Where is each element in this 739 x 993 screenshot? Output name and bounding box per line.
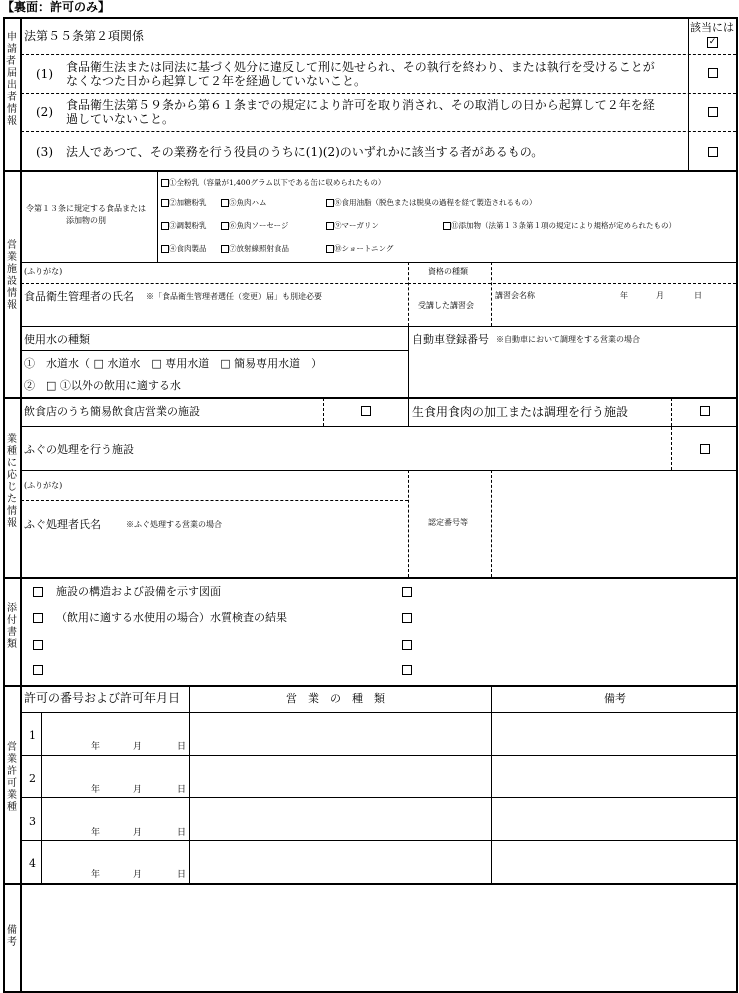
simple-restaurant-checkbox[interactable] — [361, 406, 371, 416]
section-label-attachments: 添付書類 — [7, 603, 17, 650]
course-attended-label: 受講した講習会 — [418, 301, 474, 310]
item-3-text: 法人であつて、その業務を行う役員のうちに(1)(2)のいずれかに該当する者があるもの。 — [66, 145, 544, 159]
column-divider — [671, 427, 672, 470]
column-divider — [323, 398, 324, 426]
food-option-7-checkbox[interactable] — [221, 245, 229, 253]
item-3-checkbox[interactable] — [708, 147, 718, 157]
attachment-2-checkbox[interactable] — [33, 613, 43, 623]
column-divider — [408, 470, 409, 577]
permit-number-header: 許可の番号および許可年月日 — [24, 691, 181, 705]
column-divider — [671, 398, 672, 426]
permit-row-3-year: 年 — [91, 828, 101, 838]
frame-top — [3, 17, 738, 19]
item-1-text-line2: なくなつた日から起算して２年を経過していないこと。 — [66, 74, 367, 88]
section-divider — [3, 577, 738, 579]
food-option-11-checkbox[interactable] — [443, 222, 451, 230]
law-title: 法第５５条第２項関係 — [24, 29, 145, 43]
food-option-9-label: ⑨マーガリン — [334, 221, 379, 230]
food-class-label-2: 添加物の別 — [66, 216, 106, 225]
section-divider — [3, 397, 738, 399]
fugu-facility-checkbox[interactable] — [700, 444, 710, 454]
applicable-header: 該当には — [690, 21, 734, 34]
food-class-label-1: 令第１３条に規定する食品または — [26, 204, 146, 213]
frame-right — [736, 17, 738, 992]
column-divider — [408, 262, 409, 326]
item-1-text-line1: 食品衛生法または同法に基づく処分に違反して刑に処せられ、その執行を終わり、または執行を受けることが — [66, 60, 655, 74]
attachment-3b-checkbox[interactable] — [402, 640, 412, 650]
permit-row-2-number: 2 — [29, 772, 36, 785]
vehicle-reg-label: 自動車登録番号 — [412, 333, 489, 346]
food-option-11-label: ⑪添加物（法第１３条第１項の規定により規格が定められたもの） — [451, 221, 676, 230]
attachment-4b-checkbox[interactable] — [402, 665, 412, 675]
permit-row-1-month: 月 — [133, 742, 143, 752]
fugu-note: ※ふぐ処理する営業の場合 — [126, 520, 222, 529]
row-divider — [21, 262, 736, 263]
permit-remarks-header: 備考 — [604, 692, 626, 705]
manager-note: ※「食品衛生管理者選任（変更）届」も別途必要 — [146, 292, 322, 301]
raw-meat-label: 生食用食肉の加工または調理を行う施設 — [412, 405, 629, 419]
section-label-applicant: 申請者・届出者情報 — [6, 32, 26, 127]
column-divider — [408, 326, 409, 397]
attachment-3-checkbox[interactable] — [33, 640, 43, 650]
permit-row-1-number: 1 — [29, 729, 36, 742]
row-divider — [21, 797, 736, 798]
item-1-checkbox[interactable] — [708, 68, 718, 78]
row-divider — [21, 54, 736, 55]
item-2-text-line1: 食品衛生法第５９条から第６１条までの規定により許可を取り消され、その取消しの日から起算して２年を経 — [66, 98, 655, 112]
column-divider — [491, 685, 492, 883]
column-divider — [408, 397, 409, 426]
section-label-permits: 営業許可業種 — [7, 742, 17, 813]
permit-row-3-month: 月 — [133, 828, 143, 838]
raw-meat-checkbox[interactable] — [700, 406, 710, 416]
permit-row-1-day: 日 — [177, 742, 187, 752]
row-divider — [21, 712, 736, 713]
simple-restaurant-label: 飲食店のうち簡易飲食店営業の施設 — [24, 405, 200, 418]
water-option-1[interactable]: ① 水道水（ □ 水道水 □ 専用水道 □ 簡易専用水道 ） — [24, 357, 323, 370]
permit-row-3-number: 3 — [29, 815, 36, 828]
fugu-furigana-label: (ふりがな) — [24, 481, 63, 490]
fugu-handler-label: ふぐ処理者氏名 — [24, 518, 101, 531]
row-divider — [21, 500, 408, 501]
food-option-10-checkbox[interactable] — [326, 245, 334, 253]
food-option-3-checkbox[interactable] — [161, 222, 169, 230]
section-label-facility: 営業施設情報 — [7, 240, 17, 311]
frame-left — [3, 17, 5, 992]
permit-row-2-month: 月 — [133, 785, 143, 795]
row-divider — [21, 131, 736, 132]
row-divider — [21, 470, 736, 471]
course-day-label: 日 — [694, 291, 702, 300]
applicable-checked-icon[interactable]: ✓ — [708, 37, 717, 47]
row-divider — [21, 350, 408, 351]
food-option-5-checkbox[interactable] — [221, 199, 229, 207]
column-divider — [189, 685, 190, 883]
food-option-4-label: ④食肉製品 — [169, 244, 207, 253]
food-option-6-label: ⑥魚肉ソーセージ — [229, 221, 289, 230]
row-divider — [21, 326, 736, 327]
item-2-checkbox[interactable] — [708, 107, 718, 117]
row-divider — [21, 755, 736, 756]
food-option-1-label: ①全粉乳（容量が1,400グラム以下である缶に収められたもの） — [169, 178, 386, 187]
section-divider — [3, 883, 738, 885]
remarks-field[interactable] — [22, 886, 734, 989]
permit-row-4-year: 年 — [91, 870, 101, 880]
food-option-2-checkbox[interactable] — [161, 199, 169, 207]
attachment-4-checkbox[interactable] — [33, 665, 43, 675]
section-divider — [3, 170, 738, 172]
qualification-type-label: 資格の種類 — [428, 267, 468, 276]
food-class-divider — [157, 170, 158, 262]
label-column-divider — [20, 17, 22, 992]
item-2-number: (2) — [36, 105, 53, 119]
column-divider — [491, 470, 492, 577]
attachment-1-checkbox[interactable] — [33, 587, 43, 597]
item-2-text-line2: 過していないこと。 — [66, 112, 175, 126]
section-label-business: 業種に応じた情報 — [7, 434, 17, 529]
permit-row-4-month: 月 — [133, 870, 143, 880]
attachment-2b-checkbox[interactable] — [402, 613, 412, 623]
row-divider — [408, 283, 736, 284]
permit-row-2-year: 年 — [91, 785, 101, 795]
food-option-6-checkbox[interactable] — [221, 222, 229, 230]
row-divider — [21, 426, 736, 427]
permit-row-3-day: 日 — [177, 828, 187, 838]
page-header: 【裏面：許可のみ】 — [2, 0, 111, 14]
column-divider — [491, 262, 492, 326]
row-divider — [21, 93, 736, 94]
food-option-3-label: ③調製粉乳 — [169, 221, 207, 230]
item-1-number: (1) — [36, 67, 53, 81]
permit-row-4-number: 4 — [29, 857, 36, 870]
business-type-header: 営 業 の 種 類 — [286, 692, 385, 705]
manager-furigana-label: (ふりがな) — [24, 267, 63, 276]
food-option-10-label: ⑩ショートニング — [334, 244, 394, 253]
food-option-9-checkbox[interactable] — [326, 222, 334, 230]
cert-number-label: 認定番号等 — [428, 518, 468, 527]
food-option-7-label: ⑦放射線照射食品 — [229, 244, 289, 253]
permit-row-1-year: 年 — [91, 742, 101, 752]
food-option-5-label: ⑤魚肉ハム — [229, 198, 267, 207]
attachment-1b-checkbox[interactable] — [402, 587, 412, 597]
section-divider — [3, 685, 738, 687]
row-divider — [21, 283, 408, 284]
attachment-2-label: （飲用に適する水使用の場合）水質検査の結果 — [56, 611, 287, 624]
water-type-label: 使用水の種類 — [24, 333, 90, 346]
section-label-remarks: 備考 — [7, 925, 17, 948]
item-3-number: (3) — [36, 145, 53, 159]
food-option-1-checkbox[interactable] — [161, 179, 169, 187]
course-name-label: 講習会名称 — [495, 291, 535, 300]
food-option-4-checkbox[interactable] — [161, 245, 169, 253]
permit-row-4-day: 日 — [177, 870, 187, 880]
row-divider — [21, 840, 736, 841]
fugu-facility-label: ふぐの処理を行う施設 — [24, 443, 134, 456]
water-option-2[interactable]: ② □ ①以外の飲用に適する水 — [24, 379, 181, 392]
course-month-label: 月 — [656, 291, 664, 300]
food-option-2-label: ②加糖粉乳 — [169, 198, 207, 207]
course-year-label: 年 — [620, 291, 628, 300]
attachment-1-label: 施設の構造および設備を示す図面 — [56, 585, 221, 598]
manager-name-label: 食品衛生管理者の氏名 — [24, 290, 134, 303]
food-option-8-label: ⑧食用油脂（脱色または脱臭の過程を経て製造されるもの） — [334, 198, 537, 207]
food-option-8-checkbox[interactable] — [326, 199, 334, 207]
permit-row-2-day: 日 — [177, 785, 187, 795]
vehicle-note: ※自動車において調理をする営業の場合 — [496, 335, 640, 344]
